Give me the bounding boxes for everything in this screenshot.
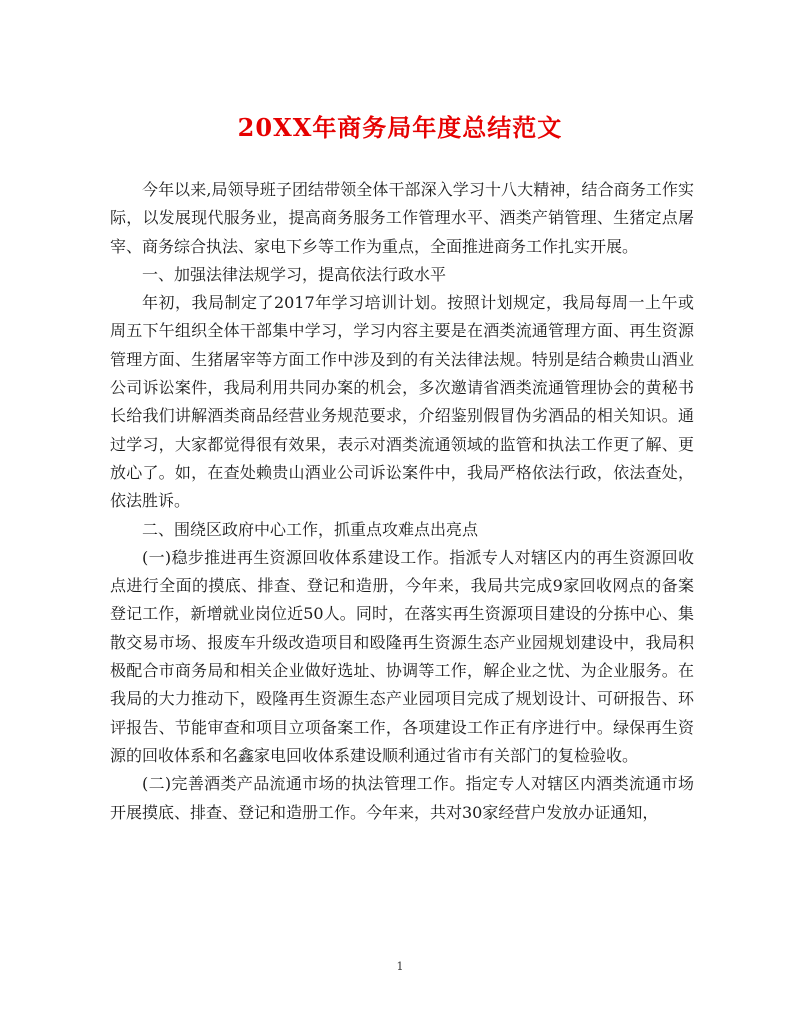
paragraph-intro: 今年以来,局领导班子团结带领全体干部深入学习十八大精神，结合商务工作实际，以发展现代服务业，提高商务服务工作管理水平、酒类产销管理、生猪定点屠宰、商务综合执法、家电下乡等工作为重点，全面推进商务工作扎实开展。: [110, 180, 694, 256]
document-body: [110, 176, 694, 827]
document-title: 20XX年商务局年度总结范文: [237, 113, 563, 142]
paragraph-liquor-market: (二)完善酒类产品流通市场的执法管理工作。指定专人对辖区内酒类流通市场开展摸底、排查、登记和造册工作。今年来，共对30家经营户发放办证通知，: [110, 774, 694, 822]
paragraph-law-study: 年初，我局制定了2017年学习培训计划。按照计划规定，我局每周一上午或周五下午组织全体干部集中学习，学习内容主要是在酒类流通管理方面、再生资源管理方面、生猪屠宰等方面工作中涉及到的有关法律法规。特别是结合赖贵山酒业公司诉讼案件，我局利用共同办案的机会，多次邀请省酒类流通管理协会的黄秘书长给我们讲解酒类商品经营业务规范要求，介绍鉴别假冒伪劣酒品的相关知识。通过学习，大家都觉得很有效果，表示对酒类流通领域的监管和执法工作更了解、更放心了。如，在查处赖贵山酒业公司诉讼案件中，我局严格依法行政，依法查处，依法胜诉。: [110, 293, 694, 511]
section-heading-2: 二、围绕区政府中心工作，抓重点攻难点出亮点: [142, 519, 479, 539]
section-heading-1: 一、加强法律法规学习，提高依法行政水平: [142, 264, 447, 284]
page-number: 1: [396, 960, 404, 973]
paragraph-recycling: (一)稳步推进再生资源回收体系建设工作。指派专人对辖区内的再生资源回收点进行全面的摸底、排查、登记和造册，今年来，我局共完成9家回收网点的备案登记工作，新增就业岗位近50人。同时，在落实再生资源项目建设的分拣中心、集散交易市场、报废车升级改造项目和殴隆再生资源生态产业园规划建设中，我局积极配合市商务局和相关企业做好选址、协调等工作，解企业之忧、为企业服务。在我局的大力推动下，殴隆再生资源生态产业园项目完成了规划设计、可研报告、环评报告、节能审查和项目立项备案工作，各项建设工作正有序进行中。绿保再生资源的回收体系和名鑫家电回收体系建设顺利通过省市有关部门的复检验收。: [110, 547, 694, 765]
